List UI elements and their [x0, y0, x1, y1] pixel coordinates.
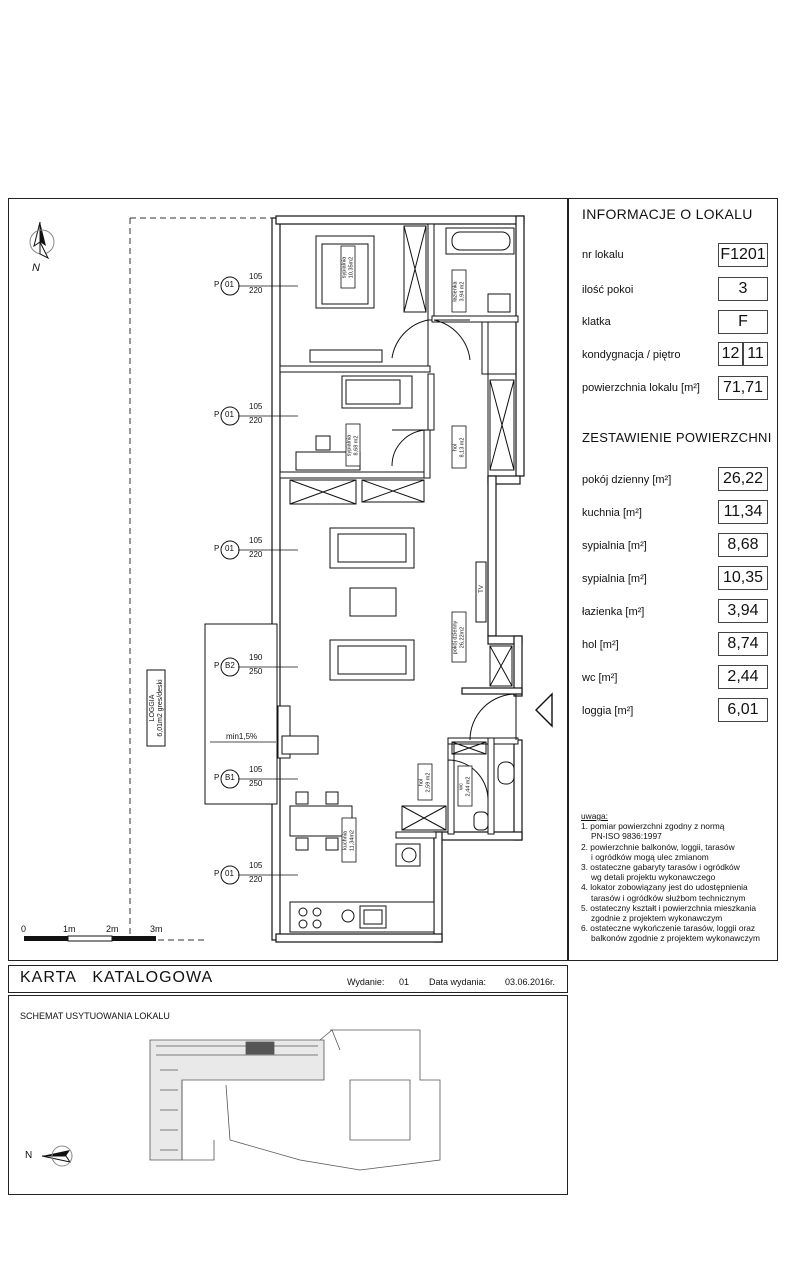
room-name: wc — [458, 783, 465, 790]
edition-value: 01 — [399, 977, 410, 987]
room-name: sypialnia — [341, 256, 348, 279]
area-label: hol [m²] — [582, 639, 619, 651]
area-label: sypialnia [m²] — [582, 540, 647, 552]
note-line: wg detali projektu wykonawczego — [591, 872, 716, 883]
room-area: 8,13 m2 — [459, 437, 465, 458]
window-height: 220 — [249, 875, 263, 884]
area-value: 26,22 — [718, 467, 768, 491]
window-prefix: P — [214, 869, 220, 878]
area-value: 10,35 — [718, 566, 768, 590]
scale-label-2m: 2m — [106, 924, 119, 934]
schema-title: SCHEMAT USYTUOWANIA LOKALU — [20, 1011, 170, 1021]
room-area: 10,35m2 — [348, 256, 354, 279]
info-label-nr-lokalu: nr lokalu — [582, 249, 624, 261]
note-line: PN-ISO 9836:1997 — [591, 831, 662, 842]
note-line: 4. lokator zobowiązany jest do udostępnienia — [581, 882, 748, 893]
scale-label-1m: 1m — [63, 924, 76, 934]
room-area: 11,34m2 — [349, 830, 355, 851]
catalog-card-title: KARTA KATALOGOWA — [20, 969, 214, 986]
area-label: pokój dzienny [m²] — [582, 474, 672, 486]
info-value-floor-level: 12 — [718, 342, 743, 366]
room-area: 26,22m2 — [459, 626, 465, 649]
room-name: kuchnia — [342, 831, 349, 850]
area-label: sypialnia [m²] — [582, 573, 647, 585]
note-line: 5. ostateczny kształt i powierzchnia mieszkania — [581, 902, 757, 913]
window-code: B1 — [225, 773, 235, 782]
area-value: 8,74 — [718, 632, 768, 656]
north-arrow-icon — [30, 222, 54, 258]
info-title: INFORMACJE O LOKALU — [582, 206, 753, 222]
window-code: 01 — [225, 869, 234, 878]
schema-north-label: N — [25, 1150, 33, 1161]
window-width: 105 — [249, 765, 263, 774]
room-label — [347, 426, 360, 466]
window-prefix: P — [214, 773, 220, 782]
room-name: pokój dzienny — [452, 620, 459, 655]
room-name: hol — [418, 778, 425, 787]
window-code: 01 — [225, 544, 234, 553]
loggia-area: 6,01m2 gres/deski — [157, 679, 164, 737]
note-line: 3. ostateczne gabaryty tarasów i ogródków — [581, 862, 740, 873]
room-name: łazienka — [452, 281, 459, 302]
date-label: Data wydania: — [429, 977, 487, 987]
area-value: 11,34 — [718, 500, 768, 524]
info-label-floor: kondygnacja / piętro — [582, 349, 681, 361]
loggia-label — [149, 670, 165, 746]
window-height: 250 — [249, 667, 263, 676]
window-prefix: P — [214, 544, 220, 553]
window-width: 190 — [249, 653, 263, 662]
room-label — [343, 821, 356, 861]
room-area: 3,94 m2 — [459, 281, 465, 302]
area-label: wc [m²] — [582, 672, 618, 684]
room-label — [419, 765, 432, 801]
info-value-rooms: 3 — [718, 277, 768, 301]
info-label-area: powierzchnia lokalu [m²] — [582, 382, 700, 394]
note-line: 6. ostateczne wykończenie tarasów, loggii oraz — [581, 923, 756, 934]
areas-title: ZESTAWIENIE POWIERZCHNI — [582, 430, 772, 445]
area-label: kuchnia [m²] — [582, 507, 642, 519]
info-value-floor-number: 11 — [743, 342, 768, 366]
notes-title: uwaga: — [581, 811, 609, 821]
note-line: 2. powierzchnie balkonów, loggii, tarasów — [581, 841, 735, 852]
date-value: 03.06.2016r. — [505, 977, 556, 987]
room-label — [453, 428, 466, 468]
room-area: 8,68 m2 — [353, 435, 359, 456]
scale-label-3m: 3m — [150, 924, 163, 934]
window-width: 105 — [249, 402, 263, 411]
window-code: 01 — [225, 280, 234, 289]
note-line: zgodnie z projektem wykonawczym — [591, 913, 723, 924]
window-height: 220 — [249, 286, 263, 295]
window-width: 105 — [249, 861, 263, 870]
window-prefix: P — [214, 661, 220, 670]
plan-north-label: N — [32, 262, 40, 274]
note-line: i ogródków mogą ulec zmianom — [591, 851, 709, 862]
info-value-staircase: F — [718, 310, 768, 334]
notes — [581, 811, 776, 944]
note-line: balkonów zgodnie z projektem wykonawczym — [591, 933, 760, 944]
note-line: tarasów i ogródków służbom technicznym — [591, 892, 746, 903]
room-label — [342, 248, 355, 288]
area-value: 3,94 — [718, 599, 768, 623]
edition-label: Wydanie: — [347, 977, 385, 987]
area-value: 2,44 — [718, 665, 768, 689]
room-area: 2,59 m2 — [425, 772, 431, 793]
scale-label-0: 0 — [21, 924, 27, 934]
room-label — [453, 272, 466, 312]
note-line: 1. pomiar powierzchni zgodny z normą — [581, 821, 725, 832]
room-name: hol — [452, 443, 459, 452]
info-label-staircase: klatka — [582, 316, 611, 328]
room-label — [453, 614, 466, 662]
area-value: 6,01 — [718, 698, 768, 722]
area-value: 8,68 — [718, 533, 768, 557]
tv-label: TV — [478, 585, 485, 593]
window-code: B2 — [225, 661, 235, 670]
room-area: 2,44 m2 — [465, 776, 471, 797]
window-height: 220 — [249, 550, 263, 559]
window-height: 220 — [249, 416, 263, 425]
info-label-rooms: ilość pokoi — [582, 284, 634, 296]
area-label: łazienka [m²] — [582, 606, 645, 618]
window-height: 250 — [249, 779, 263, 788]
window-prefix: P — [214, 280, 220, 289]
window-width: 105 — [249, 272, 263, 281]
window-width: 105 — [249, 536, 263, 545]
room-label — [459, 769, 472, 805]
loggia-name: LOGGIA — [149, 694, 156, 722]
info-value-area: 71,71 — [718, 376, 768, 400]
room-name: sypialnia — [346, 434, 353, 457]
area-label: loggia [m²] — [582, 705, 634, 717]
slope-label: min1,5% — [226, 732, 258, 741]
info-value-nr-lokalu: F1201 — [718, 243, 768, 267]
window-prefix: P — [214, 410, 220, 419]
window-code: 01 — [225, 410, 234, 419]
